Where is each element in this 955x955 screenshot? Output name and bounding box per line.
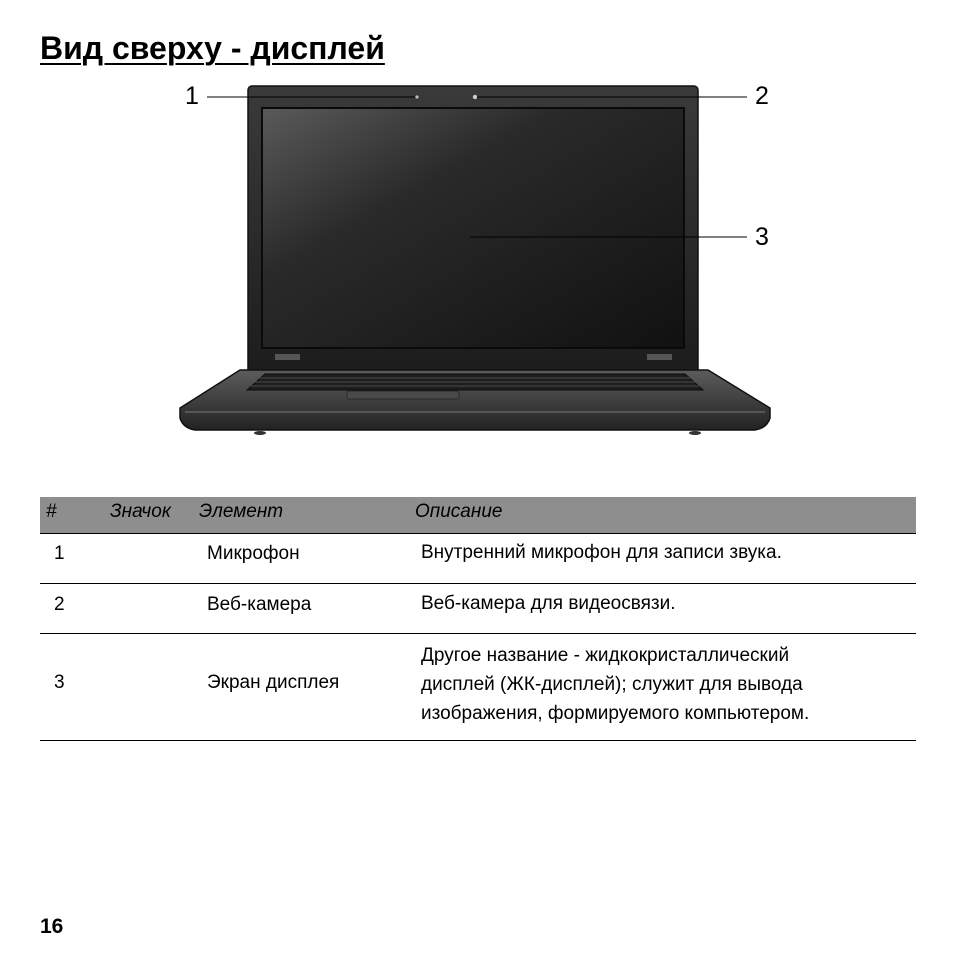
row-desc: Веб-камера для видеосвязи. (421, 593, 676, 614)
callout-2: 2 (755, 82, 769, 110)
row-desc-line-2: дисплей (ЖК-дисплей); служит для вывода (421, 674, 803, 695)
row-item: Микрофон (207, 543, 300, 564)
callout-1: 1 (185, 82, 199, 110)
row-num: 3 (54, 672, 65, 693)
laptop-illustration (155, 78, 795, 450)
table-row (40, 634, 916, 741)
laptop-figure (155, 78, 795, 450)
row-num: 2 (54, 594, 65, 615)
table-row (40, 584, 916, 634)
page-title: Вид сверху - дисплей (40, 30, 385, 66)
row-item: Веб-камера (207, 594, 312, 615)
header-icon: Значок (110, 501, 171, 522)
microphone-dot (415, 95, 418, 98)
display-screen (262, 108, 684, 348)
row-num: 1 (54, 543, 65, 564)
row-desc: Внутренний микрофон для записи звука. (421, 542, 782, 563)
callout-3: 3 (755, 223, 769, 251)
header-item: Элемент (199, 501, 284, 522)
table-row (40, 534, 916, 584)
touchpad (347, 391, 459, 399)
webcam-dot (473, 95, 477, 99)
page-number: 16 (40, 915, 64, 938)
header-desc: Описание (415, 501, 503, 522)
row-item: Экран дисплея (207, 672, 340, 693)
header-num: # (46, 501, 57, 522)
row-desc-line-3: изображения, формируемого компьютером. (421, 703, 810, 724)
table-header (40, 497, 916, 534)
row-desc-line-1: Другое название - жидкокристаллический (421, 645, 790, 666)
components-table (40, 497, 916, 741)
